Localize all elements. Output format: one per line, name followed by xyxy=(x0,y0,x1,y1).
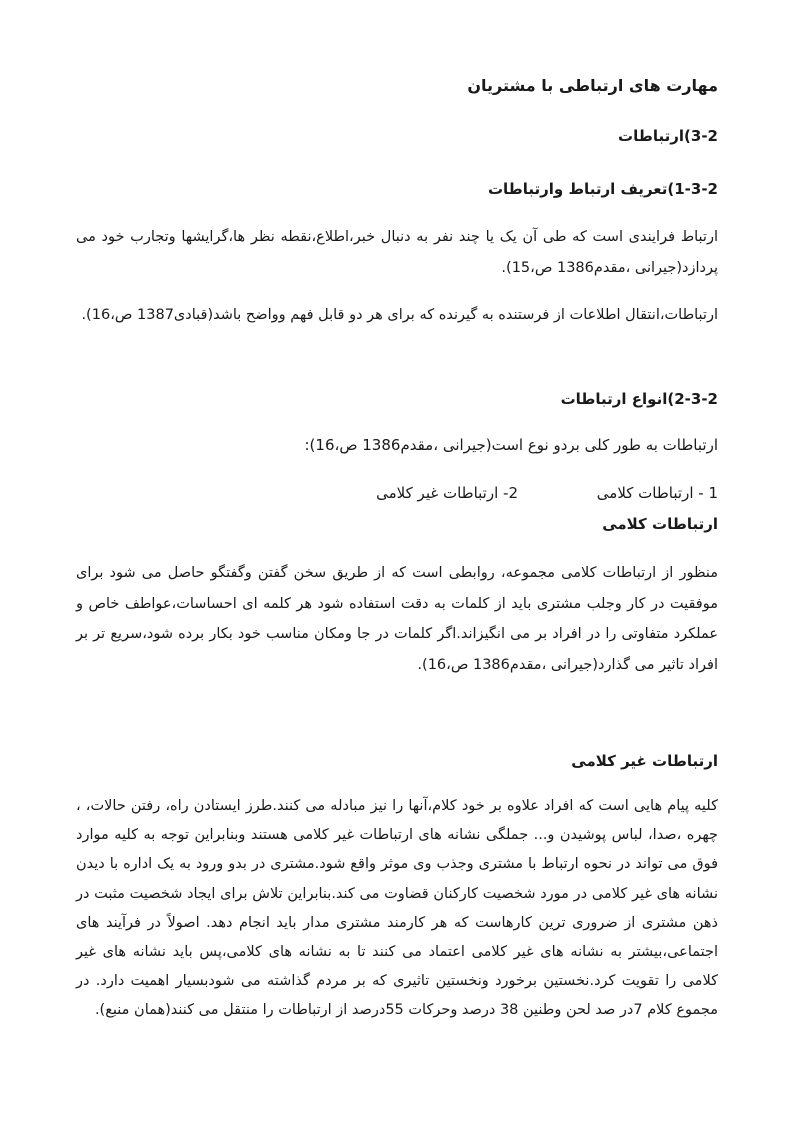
document-title: مهارت های ارتباطی با مشتریان xyxy=(467,76,718,95)
types-list xyxy=(76,484,718,506)
type-nonverbal-item: 2- ارتباطات غیر کلامی xyxy=(376,484,518,502)
section-heading: 3-2)ارتباطات xyxy=(618,127,718,145)
type-verbal-item: 1 - ارتباطات کلامی xyxy=(596,484,718,502)
subsection-heading-types: 2-3-2)انواع ارتباطات xyxy=(560,390,718,408)
subsection-heading-definition: 1-3-2)تعریف ارتباط وارتباطات xyxy=(487,180,718,198)
nonverbal-paragraph: کلیه پیام هایی است که افراد علاوه بر خود کلام،آنها را نیز مبادله می کنند.طرز ایستادن راه، رفتن حالات، ، چهره ،صدا، لباس پوشیدن و... جملگی نشانه های ارتباطات غیر کلامی هستند وبنابراین توجه به کلیه موارد فوق می تواند در نحوه ارتباط با مشتری وجذب وی موثر واقع شود.مشتری در بدو ورود به یک اداره با دیدن نشانه های غیر کلامی در مورد شخصیت کارکنان قضاوت می کند.بنابراین تلاش برای ایجاد شخصیت مثبت در ذهن مشتری از ضروری ترین کارهاست که هر کارمند مشتری مدار باید انجام دهد. اصولاً در فرآیند های اجتماعی،بیشتر به نشانه های غیر کلامی اعتماد می کنند تا به نشانه های کلامی،پس باید نشانه های غیر کلامی را تقویت کرد.نخستین برخورد ونخستین تاثیری که بر مردم گذاشته می شودبسیار اهمیت دارد. در مجموع کلام 7در صد لحن وطنین 38 درصد وحرکات 55درصد از ارتباطات را منتقل می کنند(همان منبع). xyxy=(76,798,718,1019)
definition-paragraph-2: ارتباطات،انتقال اطلاعات از فرستنده به گیرنده که برای هر دو قابل فهم وواضح باشد(قبادی1387 ص،16). xyxy=(81,307,718,323)
verbal-heading: ارتباطات کلامی xyxy=(602,515,718,533)
definition-paragraph-1: ارتباط فرایندی است که طی آن یک یا چند نفر به دنبال خبر،اطلاع،نقطه نظر ها،گرایشها وتجارب خود می پردازد(جیرانی ،مقدم1386 ص،15). xyxy=(76,229,718,276)
document-page xyxy=(76,0,718,1123)
verbal-paragraph: منظور از ارتباطات کلامی مجموعه، روابطی است که از طریق سخن گفتن وگفتگو حاصل می شود برای موفقیت در کار وجلب مشتری باید از کلمات به دقت استفاده شود هر کلمه ای احساسات،عواطف خاص و عملکرد متفاوتی را در افراد بر می انگیزاند.اگر کلمات در جا ومکان مناسب خود بکار برده شود،سریع تر بر افراد تاثیر می گذارد(جیرانی ،مقدم1386 ص،16). xyxy=(76,565,718,673)
types-intro: ارتباطات به طور کلی بردو نوع است(جیرانی ،مقدم1386 ص،16): xyxy=(304,436,718,454)
nonverbal-heading: ارتباطات غیر کلامی xyxy=(571,752,718,770)
